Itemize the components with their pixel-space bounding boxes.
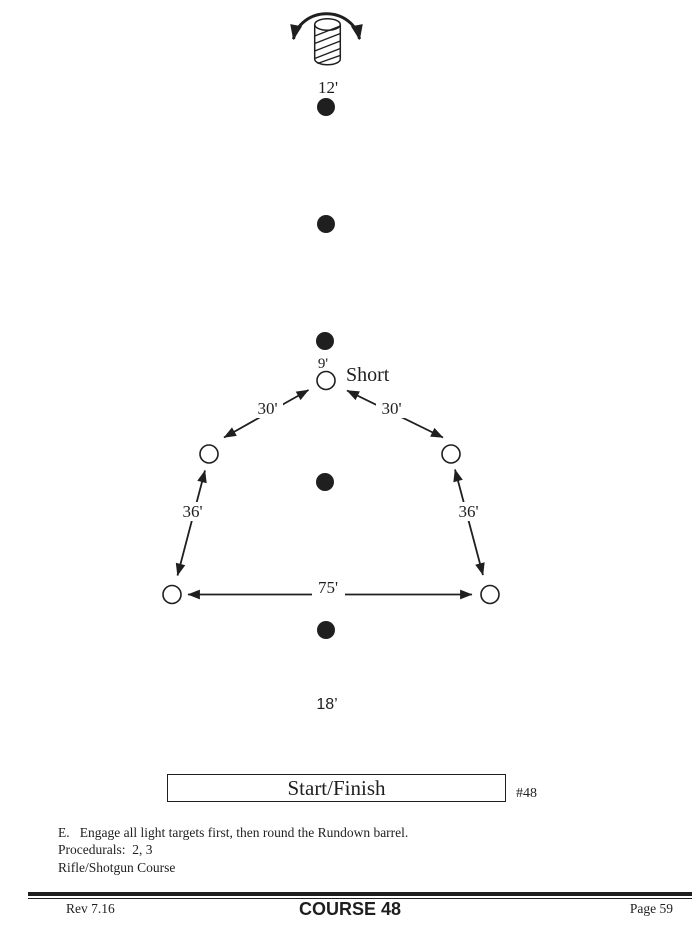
dimension-label-30ft-left (252, 399, 283, 418)
dimension-arrow-36ft-right (455, 470, 483, 576)
note-engage-rule: E. Engage all light targets first, then round the Rundown barrel. (58, 825, 409, 840)
rundown-barrel-icon (315, 19, 341, 65)
footer-rule-thick (28, 892, 692, 896)
svg-text:36': 36' (182, 502, 203, 521)
dark-target-dot (316, 473, 334, 491)
svg-text:36': 36' (458, 502, 479, 521)
rotation-arrow-icon (294, 14, 360, 39)
start-finish-box (167, 774, 506, 802)
dark-target-dot (317, 621, 335, 639)
footer-course-title: COURSE 48 (298, 899, 402, 919)
dark-target-dot (317, 98, 335, 116)
svg-text:75': 75' (317, 578, 339, 597)
dimension-label-36ft-right (453, 502, 484, 521)
dark-target-dot (316, 332, 334, 350)
light-target-short (317, 372, 335, 390)
footer-page-number: Page 59 (629, 901, 673, 916)
dimension-arrow-36ft-left (178, 471, 206, 576)
svg-text:30': 30' (257, 399, 278, 418)
light-target (442, 445, 460, 463)
short-position-label: Short (346, 364, 390, 386)
footer-revision: Rev 7.16 (66, 901, 115, 916)
note-course-type: Rifle/Shotgun Course (58, 860, 176, 875)
svg-text:30': 30' (381, 399, 402, 418)
course-number-tag: #48 (516, 786, 537, 801)
light-target (163, 586, 181, 604)
dimension-label-36ft-left (177, 502, 208, 521)
distance-label-9ft: 9' (317, 356, 329, 372)
dark-target-dot (317, 215, 335, 233)
distance-label-18ft: 18’ (316, 696, 338, 713)
light-target (200, 445, 218, 463)
light-target (481, 586, 499, 604)
dimension-label-75ft (312, 578, 345, 597)
distance-label-12ft: 12' (317, 78, 339, 97)
dimension-label-30ft-right (376, 399, 407, 418)
note-procedurals: Procedurals: 2, 3 (58, 842, 153, 857)
start-finish-label: Start/Finish (287, 775, 386, 800)
